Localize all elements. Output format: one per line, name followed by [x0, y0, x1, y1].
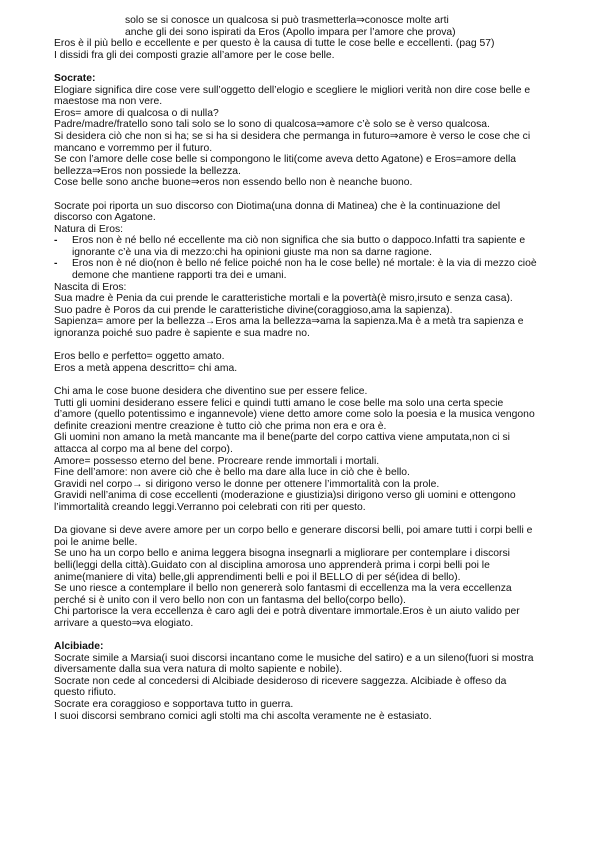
text-line: Tutti gli uomini desiderano essere felici e quindi tutti amano le cose belle ma solo una certa specie	[54, 397, 504, 409]
text-line: ignorante c’è una via di mezzo:chi ha opinioni giuste ma non sa darne ragione.	[72, 246, 432, 258]
socrate-block-4	[54, 386, 564, 514]
text-line: Eros non è né bello né eccellente ma ciò non significa che sia butto o dappoco.Infatti tra sapiente e	[72, 235, 526, 247]
alcibiade-block	[54, 653, 564, 723]
text-line: Gravidi nell’anima di cose eccellenti (moderazione e giustizia)si dirigono verso gli uomini e ottengono	[54, 490, 516, 502]
text-line: Cose belle sono anche buone⇒eros non essendo bello non è neanche buono.	[54, 177, 413, 189]
socrate-block-3	[54, 351, 564, 374]
text-line: Eros non è né dio(non è bello né felice poiché non ha le cose belle) né mortale: è la via di mezzo cioè	[72, 258, 537, 270]
text-line: maestose ma non vere.	[54, 96, 163, 108]
text-line: Se con l’amore delle cose belle si compongono le liti(come aveva detto Agatone) e Eros=amore della	[54, 154, 516, 166]
bullet-dash: -	[54, 235, 58, 247]
text-line: Eros è il più bello e eccellente e per questo è la causa di tutte le cose belle e eccellenti. (pag 57)	[54, 38, 495, 50]
text-line: demone che mantiene rapporti tra dei e umani.	[72, 270, 287, 282]
text-line: Se uno ha un corpo bello e anima leggera bisogna insegnarli a migliorare per contemplare i discorsi	[54, 548, 510, 560]
text-line: definite creazioni mentre creazione è tutto ciò che prima non era e ora è.	[54, 420, 387, 432]
text-line: Elogiare significa dire cose vere sull’oggetto dell’elogio e scegliere le migliori verità non dire cose belle e	[54, 84, 531, 96]
section-heading-socrate: Socrate:	[54, 72, 96, 84]
text-line: attacca al corpo ma al bene del corpo).	[54, 443, 233, 455]
text-line: Socrate simile a Marsia(i suoi discorsi incantano come le musiche del satiro) e a un sileno(fuori si mostra	[54, 652, 534, 664]
text-line: Socrate era coraggioso e sopportava tutto in guerra.	[54, 699, 294, 711]
text-line: Fine dell’amore: non avere ciò che è bello ma dare alla luce in ciò che è bello.	[54, 467, 410, 479]
section-heading-alcibiade: Alcibiade:	[54, 641, 104, 653]
text-line: Si desidera ciò che non si ha; se si ha si desidera che permanga in futuro⇒amore è verso le cose che ci	[54, 130, 531, 142]
text-line: Chi ama le cose buone desidera che diventino sue per essere felice.	[54, 386, 368, 397]
text-line: Socrate poi riporta un suo discorso con Diotima(una donna di Matinea) che è la continuazione del	[54, 200, 501, 212]
text-line: solo se si conosce un qualcosa si può trasmetterla⇒conosce molte arti	[125, 15, 449, 26]
socrate-block-1	[54, 85, 564, 189]
intro-plain	[54, 38, 564, 61]
bullet-dash: -	[54, 258, 58, 270]
text-line: Natura di Eros:	[54, 223, 123, 235]
text-line: Eros bello e perfetto= oggetto amato.	[54, 351, 225, 363]
text-line: Suo padre è Poros da cui prende le caratteristiche divine(coraggioso,ama la sapienza).	[54, 304, 453, 316]
text-line: Sapienza= amore per la bellezza→Eros ama la bellezza⇒ama la sapienza.Ma è a metà tra sapienza e	[54, 316, 524, 328]
list-item	[54, 258, 564, 281]
text-line: Se uno riesce a contemplare il bello non genererà solo fantasmi di eccellenza ma la vera eccellenza	[54, 583, 512, 595]
text-line: Gravidi nel corpo→ si dirigono verso le donne per ottenere l’immortalità con la prole.	[54, 478, 440, 490]
text-line: I dissidi fra gli dei composti grazie all’amore per le cose belle.	[54, 49, 335, 61]
text-line: discorso con Agatone.	[54, 212, 156, 224]
socrate-block-2	[54, 201, 564, 340]
text-line: arrivare a questo⇒va elogiato.	[54, 617, 194, 629]
text-line: Da giovane si deve avere amore per un corpo bello e generare discorsi belli, poi amare tutti i corpi belli e	[54, 525, 533, 537]
text-line: l’immortalità creando leggi.Verranno poi celebrati con riti per questo.	[54, 501, 366, 513]
text-line: d’amore (quello potentissimo e ingannevole) viene detto amore come solo la poesia e la musica vengono	[54, 409, 535, 421]
text-line: poi le anime belle.	[54, 536, 138, 548]
socrate-block-5	[54, 525, 564, 629]
text-line: questo rifiuto.	[54, 687, 117, 699]
text-line: Sua madre è Penia da cui prende le caratteristiche mortali e la povertà(è misro,irsuto e senza casa).	[54, 293, 513, 305]
text-line: Amore= possesso eterno del bene. Procreare rende immortali i mortali.	[54, 455, 380, 467]
text-line: anche gli dei sono ispirati da Eros (Apollo impara per l’amore che prova)	[125, 26, 456, 38]
text-line: Socrate non cede al concedersi di Alcibiade desideroso di ricevere saggezza. Alcibiade è offeso da	[54, 675, 507, 687]
text-line: Padre/madre/fratello sono tali solo se lo sono di qualcosa⇒amore c’è solo se è verso qualcosa.	[54, 119, 490, 131]
text-line: I suoi discorsi sembrano comici agli stolti ma chi ascolta veramente ne è estasiato.	[54, 710, 432, 722]
text-line: belli(leggi della città).Guidato con al disciplina amorosa uno apprenderà prima i corpi belli poi le	[54, 559, 490, 571]
text-line: anime(maniere di vita) belle,gli apprendimenti belli e poi il BELLO di per sé(idea di bello).	[54, 571, 461, 583]
list-item	[54, 235, 564, 258]
text-line: diversamente dalla sua vera natura di molto sapiente e nobile).	[54, 664, 343, 676]
text-line: Eros= amore di qualcosa o di nulla?	[54, 107, 219, 119]
text-line: Gli uomini non amano la metà mancante ma il bene(parte del corpo cattiva viene amputata,non ci si	[54, 432, 510, 444]
text-line: bellezza⇒Eros non possiede la bellezza.	[54, 165, 241, 177]
text-line: Eros a metà appena descritto= chi ama.	[54, 362, 238, 374]
intro-indented	[54, 15, 564, 38]
document-page	[54, 15, 564, 722]
text-line: Chi partorisce la vera eccellenza è caro agli dei e potrà diventare immortale.Eros è un aiuto valido per	[54, 606, 520, 618]
text-line: perché si è unito con il vero bello non con un fantasma del bello(corpo bello).	[54, 594, 406, 606]
text-line: mancano e vorremmo per il futuro.	[54, 142, 213, 154]
text-line: ignoranza poiché suo padre è sapiente e sua madre no.	[54, 328, 310, 340]
text-line: Nascita di Eros:	[54, 281, 127, 293]
